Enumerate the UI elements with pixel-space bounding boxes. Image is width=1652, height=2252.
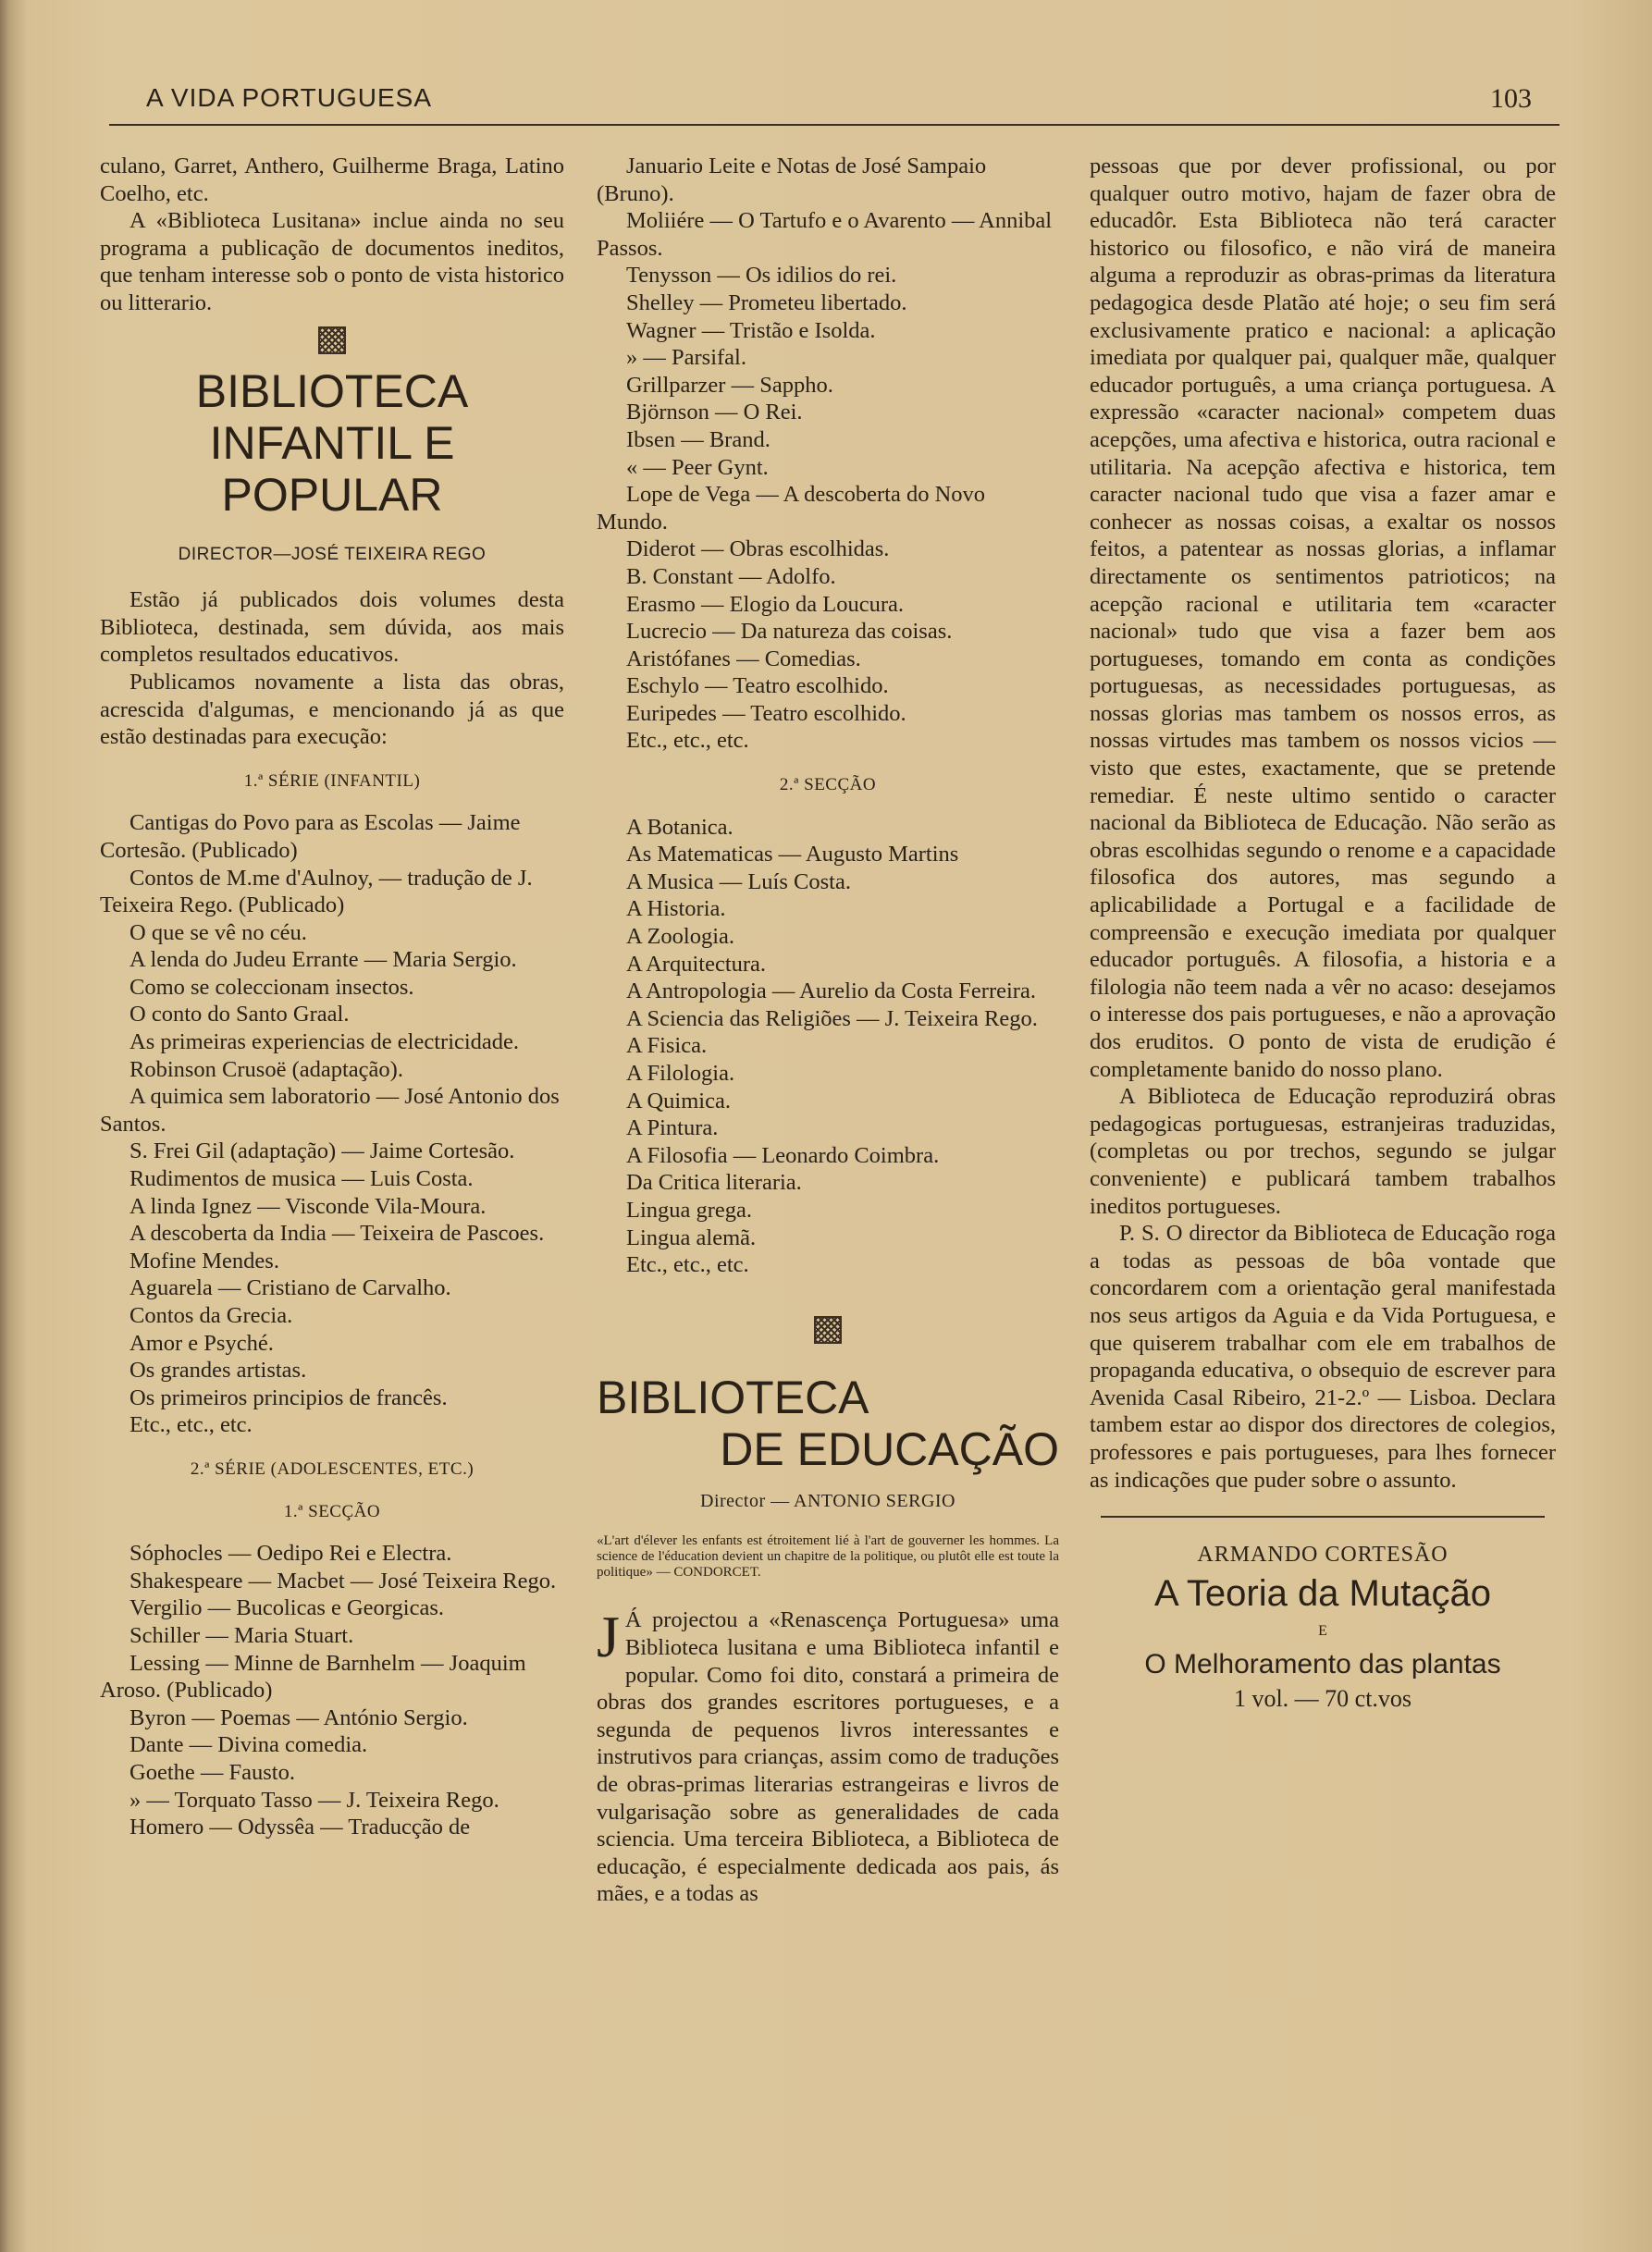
paragraph: Publicamos novamente a lista das obras, acrescida d'algumas, e mencionando já as que estão destinadas para execução:: [100, 669, 564, 750]
book-list: [597, 814, 1059, 1279]
ornament-icon: [814, 1316, 842, 1344]
book-list-item: Euripedes — Teatro escolhido.: [626, 700, 906, 726]
book-list-item: A Filologia.: [626, 1061, 735, 1086]
book-list-item: O conto do Santo Graal.: [129, 1002, 350, 1028]
section-subheading: 1.ª SECÇÃO: [283, 1501, 381, 1521]
advertisement-author: ARMANDO CORTESÃO: [1197, 1543, 1449, 1568]
book-list-item: Aristófanes — Comedias.: [626, 646, 861, 671]
section-heading: DE EDUCAÇÃO: [720, 1422, 1059, 1475]
page-number: 103: [1490, 83, 1532, 114]
section-heading: INFANTIL E POPULAR: [209, 416, 455, 521]
book-list-item: Vergilio — Bucolicas e Georgicas.: [129, 1595, 444, 1621]
book-list-item: Os primeiros principios de francês.: [129, 1384, 448, 1410]
director-line: Director — ANTONIO SERGIO: [700, 1490, 955, 1511]
book-list: [597, 153, 1059, 755]
paragraph: P. S. O director da Biblioteca de Educação roga a todas as pessoas de bôa vontade que concordarem com a orientação geral manifestada nos seus artigos da Aguia e da Vida Portuguesa, e que quiserem trabalhar com ele em trabalhos de propaganda educativa, o obsequio de escrever para Avenida Casal Ribeiro, 21-2.º — Lisboa. Declara tambem estar ao dispor dos directores de colegios, professores e pais portugueses, para lhes fornecer as indicações que puder sobre o assunto.: [1090, 1221, 1556, 1493]
book-list-item: A Pintura.: [626, 1115, 719, 1141]
book-list-item: Schiller — Maria Stuart.: [129, 1622, 354, 1648]
book-list: [100, 1540, 564, 1841]
book-list-item: Lessing — Minne de Barnhelm — Joaquim Aroso. (Publicado): [100, 1650, 526, 1704]
ornament-icon: [318, 326, 346, 354]
book-list-item: Lingua grega.: [626, 1197, 753, 1223]
book-list-item: Lope de Vega — A descoberta do Novo Mundo.: [597, 482, 986, 535]
section-heading: BIBLIOTECA: [195, 364, 469, 417]
book-list-item: Shakespeare — Macbet — José Teixeira Rego.: [129, 1568, 557, 1594]
book-list-item: A quimica sem laboratorio — José Antonio dos Santos.: [100, 1084, 560, 1137]
book-list-item: Da Critica literaria.: [626, 1170, 802, 1196]
book-list-item: Januario Leite e Notas de José Sampaio (Bruno).: [597, 154, 987, 206]
book-list-item: Robinson Crusoë (adaptação).: [129, 1056, 403, 1082]
book-list-item: Cantigas do Povo para as Escolas — Jaime Cortesão. (Publicado): [100, 810, 521, 863]
book-list-item: Sóphocles — Oedipo Rei e Electra.: [129, 1541, 452, 1567]
book-list-item: Etc., etc., etc.: [626, 728, 749, 754]
book-list-item: A Musica — Luís Costa.: [626, 868, 851, 894]
column-right: [1090, 153, 1556, 1713]
epigraph-quote: «L'art d'élever les enfants est étroitement lié à l'art de gouverner les hommes. La science de l'éducation devient un chapitre de la politique, ou plutôt elle est toute la politique» — CONDORCET.: [597, 1533, 1059, 1581]
article-body: Á projectou a «Renascença Portuguesa» uma Biblioteca lusitana e uma Biblioteca infantil e popular. Como foi dito, constará a primeira de obras dos grandes escritores portugueses, e a segunda de pequenos livros interessantes e instrutivos para crianças, assim como de traduções de obras-primas literarias estrangeiras e livros de vulgarisação sobre as generalidades de cada sciencia. Uma terceira Biblioteca, a Biblioteca de educação, é especialmente dedicada aos pais, ás mães, e a todas as: [597, 1607, 1059, 1907]
page-header: [109, 80, 1560, 126]
book-list: [100, 809, 564, 1439]
book-list-item: Mofine Mendes.: [129, 1248, 279, 1274]
intro-paragraph: culano, Garret, Anthero, Guilherme Braga, Latino Coelho, etc.: [100, 154, 564, 206]
series-heading: 1.ª SÉRIE (INFANTIL): [243, 770, 421, 791]
book-list-item: Shelley — Prometeu libertado.: [626, 289, 907, 315]
intro-paragraph: A «Biblioteca Lusitana» inclue ainda no seu programa a publicação de documentos ineditos, que tenham interesse sob o ponto de vista historico ou litterario.: [100, 208, 564, 315]
advertisement-price: 1 vol. — 70 ct.vos: [1233, 1685, 1412, 1713]
book-list-item: A Sciencia das Religiões — J. Teixeira Rego.: [626, 1005, 1038, 1031]
book-list-item: Eschylo — Teatro escolhido.: [626, 673, 889, 699]
book-list-item: A Historia.: [626, 896, 726, 922]
book-list-item: Diderot — Obras escolhidas.: [626, 536, 890, 562]
divider: [1101, 1516, 1545, 1518]
book-list-item: A linda Ignez — Visconde Vila-Moura.: [129, 1193, 487, 1219]
drop-cap: J: [597, 1604, 620, 1670]
director-line: DIRECTOR—JOSÉ TEIXEIRA REGO: [178, 544, 487, 564]
book-list-item: Tenysson — Os idilios do rei.: [626, 263, 897, 289]
book-list-item: Etc., etc., etc.: [626, 1252, 749, 1278]
book-list-item: Grillparzer — Sappho.: [626, 372, 833, 398]
book-list-item: A Botanica.: [626, 814, 734, 840]
book-list-item: Byron — Poemas — António Sergio.: [129, 1704, 468, 1730]
book-list-item: Lucrecio — Da natureza das coisas.: [626, 619, 953, 645]
book-list-item: Björnson — O Rei.: [626, 400, 803, 425]
book-list-item: Rudimentos de musica — Luis Costa.: [129, 1166, 474, 1192]
book-list-item: « — Peer Gynt.: [626, 454, 769, 480]
book-list-item: Contos da Grecia.: [129, 1303, 293, 1328]
section-heading: BIBLIOTECA: [597, 1371, 869, 1423]
book-list-item: As primeiras experiencias de electricidade.: [129, 1029, 520, 1055]
book-list-item: O que se vê no céu.: [129, 919, 307, 945]
book-list-item: Os grandes artistas.: [129, 1358, 307, 1384]
book-list-item: As Matematicas — Augusto Martins: [626, 842, 959, 868]
series-heading: 2.ª SÉRIE (ADOLESCENTES, ETC.): [190, 1458, 475, 1479]
advertisement-title: A Teoria da Mutação: [1154, 1572, 1491, 1614]
book-list-item: A Quimica.: [626, 1088, 731, 1114]
column-left: [100, 153, 564, 1841]
book-list-item: B. Constant — Adolfo.: [626, 563, 836, 589]
book-list-item: A descoberta da India — Teixeira de Pascoes.: [129, 1221, 545, 1247]
book-list-item: Moliiére — O Tartufo e o Avarento — Annibal Passos.: [597, 208, 1053, 261]
book-list-item: Homero — Odyssêa — Traducção de: [129, 1815, 471, 1840]
paragraph: pessoas que por dever profissional, ou por qualquer outro motivo, hajam de fazer obra de educadôr. Esta Biblioteca não terá caracter historico ou filosofico, e não virá de maneira alguma a reproduzir as obras-primas da literatura pedagogica desde Platão até hoje; o seu fim será exclusivamente pratico e nacional: a aplicação imediata por qualquer pai, qualquer mãe, qualquer educador português, a uma criança portuguesa. A expressão «caracter nacional» competem duas acepções, uma afectiva e historica, outra racional e utilitaria. Na acepção afectiva e historica, tem caracter nacional tudo que visa a fazer amar e conhecer as nossas coisas, a exaltar os nossos feitos, a patentear as nossas glorias, a inflamar directamente os sentimentos patrioticos; na acepção racional e utilitaria tem «caracter nacional» tudo que visa a fazer bem aos portugueses, tomando em conta as condições portuguesas, as necessidades portuguesas, as nossas glorias mas tambem os nossos erros, as nossas virtudes mas tambem os nossos vicios — visto que estes, exactamente, que se pretende remediar. É neste ultimo sentido o caracter nacional da Biblioteca de Educação. Não serão as obras escolhidas segundo o renome e a capacidade filosofica dos autores, mas segundo a aplicabilidade a Portugal e a facilidade de compreensão e execução imediata por qualquer educador português. A filosofia, a historia e a filologia não teem nada a vêr no acaso: desejamos o interesse dos pais portugueses, e não a aprovação dos eruditos. O ponto de vista de erudição é completamente banido do nosso plano.: [1090, 154, 1556, 1082]
book-list-item: A Arquitectura.: [626, 951, 767, 977]
book-list-item: A Fisica.: [626, 1033, 708, 1059]
book-list-item: Erasmo — Elogio da Loucura.: [626, 591, 905, 617]
book-list-item: A Filosofia — Leonardo Coimbra.: [626, 1142, 940, 1168]
book-list-item: Dante — Divina comedia.: [129, 1732, 368, 1758]
advertisement-subtitle: O Melhoramento das plantas: [1144, 1649, 1501, 1680]
section-subheading: 2.ª SECÇÃO: [779, 775, 877, 795]
book-list-item: Ibsen — Brand.: [626, 426, 771, 452]
book-list-item: Amor e Psyché.: [129, 1330, 274, 1356]
advertisement-conjunction: E: [1318, 1622, 1327, 1639]
column-middle: [597, 153, 1059, 1908]
paragraph: Estão já publicados dois volumes desta Biblioteca, destinada, sem dúvida, aos mais completos resultados educativos.: [100, 587, 564, 668]
book-list-item: Como se coleccionam insectos.: [129, 974, 414, 1000]
book-list-item: A lenda do Judeu Errante — Maria Sergio.: [129, 947, 517, 973]
journal-title: A VIDA PORTUGUESA: [146, 83, 433, 112]
book-list-item: Lingua alemã.: [626, 1224, 757, 1250]
book-list-item: A Antropologia — Aurelio da Costa Ferreira.: [626, 978, 1036, 1004]
book-list-item: Wagner — Tristão e Isolda.: [626, 317, 876, 343]
book-list-item: Goethe — Fausto.: [129, 1759, 295, 1785]
book-list-item: Contos de M.me d'Aulnoy, — tradução de J. Teixeira Rego. (Publicado): [100, 865, 533, 918]
book-list-item: Etc., etc., etc.: [129, 1412, 253, 1438]
book-list-item: » — Parsifal.: [626, 345, 746, 371]
paragraph: A Biblioteca de Educação reproduzirá obras pedagogicas portuguesas, estranjeiras traduzidas, (completas ou por trechos, segundo se julgar conveniente) e publicará tambem trabalhos ineditos portugueses.: [1090, 1084, 1556, 1219]
book-list-item: S. Frei Gil (adaptação) — Jaime Cortesão.: [129, 1138, 515, 1164]
book-list-item: Aguarela — Cristiano de Carvalho.: [129, 1275, 451, 1301]
book-list-item: A Zoologia.: [626, 924, 735, 950]
book-list-item: » — Torquato Tasso — J. Teixeira Rego.: [129, 1787, 499, 1813]
